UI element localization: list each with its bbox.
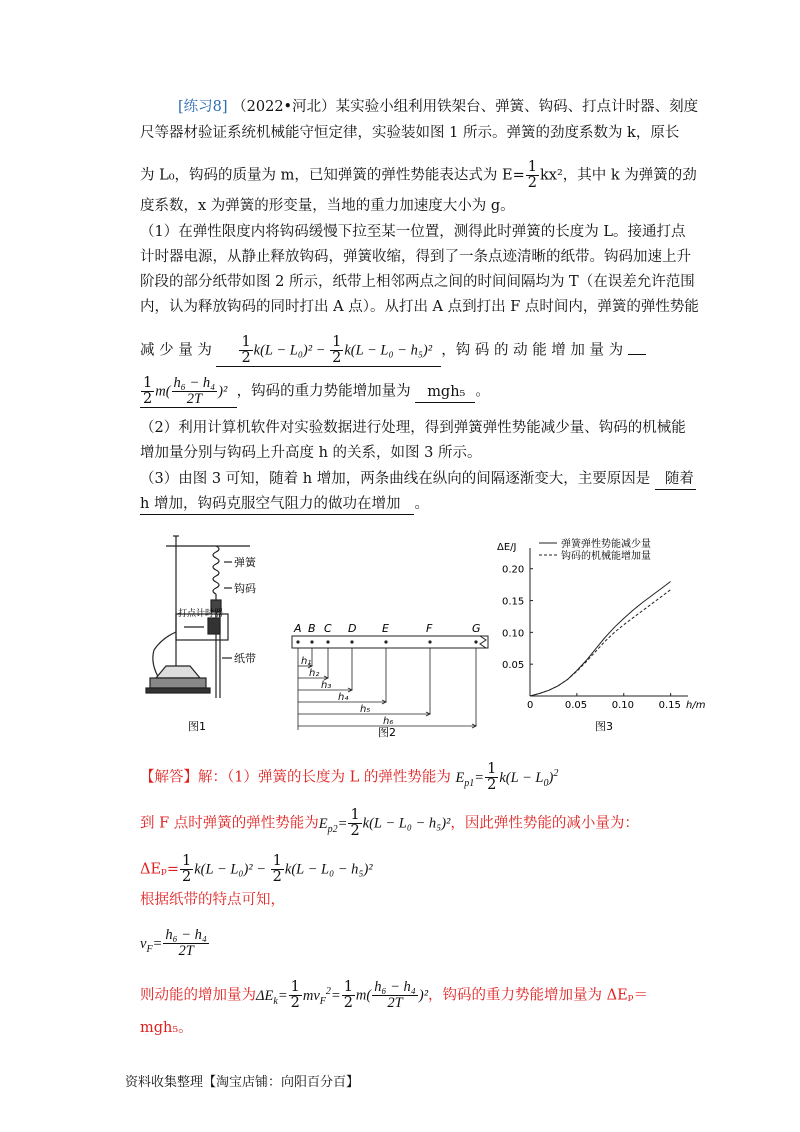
problem-intro-3a: 为 L₀，钩码的质量为 m，已知弹簧的弹性势能表达式为 E=: [140, 167, 525, 184]
q1-line-5a: 减 少 量 为: [140, 342, 212, 359]
problem-intro-3b: kx²，其中 k 为弹簧的劲: [540, 167, 697, 184]
figure-1-apparatus: [140, 528, 290, 738]
problem-intro-4: 度系数，x 为弹簧的形变量，当地的重力加速度大小为 g。: [140, 198, 515, 214]
problem-label: [练习8]: [178, 99, 228, 115]
q1-line-6b: ，钩码的重力势能增加量为: [236, 383, 411, 400]
tape-points: [293, 622, 481, 644]
solution-line-4: 根据纸带的特点可知，: [140, 892, 285, 908]
tape-dot-C: [326, 640, 329, 643]
series-line-1: [530, 582, 671, 697]
label-spring: 弹簧: [234, 556, 256, 569]
answer-blank-elastic: $\frac{1}{2}$ k(L − L₀)² − $\frac{1}{2}$ k(L − L₀ − h₅)²: [216, 335, 441, 367]
x-tick-label: 0.10: [611, 700, 635, 711]
q1-line-6: $\frac{1}{2}$ m( $\frac{\text{h₆ − h₄}}{2T}$ )² ，钩码的重力势能增加量为 mgh₅ 。: [140, 376, 490, 408]
legend-label-2: 钩码的机械能增加量: [561, 551, 651, 562]
tape-point-D: D: [348, 622, 357, 635]
spring-coil: [213, 546, 219, 594]
answer-blank-gravity: mgh₅: [415, 382, 475, 403]
figure-3-caption: 图3: [595, 720, 613, 733]
problem-intro-2: 尺等器材验证系统机械能守恒定律，实验装如图 1 所示。弹簧的劲度系数为 k，原长: [140, 125, 680, 141]
figure-1-caption: 图1: [188, 720, 206, 733]
q1-line-5: [140, 335, 646, 367]
q2-line-1: （2）利用计算机软件对实验数据进行处理，得到弹簧弹性势能减少量、钩码的机械能: [140, 420, 686, 436]
problem-intro-3: [140, 160, 697, 191]
y-tick-label: 0.05: [502, 660, 525, 672]
q1-line-2: 计时器电源，从静止释放钩码，弹簧收缩，得到了一条点迹清晰的纸带。钩码加速上升: [140, 249, 691, 265]
tape-dot-G: [474, 640, 477, 643]
solution-line-1: 【解答】解：（1）弹簧的长度为 L 的弹性势能为 $E_{p1}=$ $\frac{1}{2}$ $k(L - L_0)^2$: [140, 761, 559, 793]
tape-point-B: B: [308, 622, 316, 635]
fraction-half: $\frac{1}{2}$: [527, 159, 537, 191]
solution-line-2: 到 F 点时弹簧的弹性势能为$E_{p2}=$ $\frac{1}{2}$ k(L − L₀ − h₅)²，因此弹性势能的减小量为：: [140, 807, 639, 839]
footer-text: 资料收集整理【淘宝店铺：向阳百分百】: [125, 1075, 360, 1090]
figure-2-tape: [288, 620, 498, 740]
solution-line-3: ΔEₚ= $\frac{1}{2}$ k(L − L₀)² − $\frac{1}{2}$ k(L − L₀ − h₅)²: [140, 853, 373, 885]
tape-point-F: F: [426, 622, 433, 635]
tape-point-G: G: [472, 622, 481, 635]
legend-label-1: 弹簧弹性势能减少量: [561, 539, 651, 550]
tape-dot-F: [428, 640, 431, 643]
label-tape: 纸带: [234, 652, 256, 665]
solution-line-7: mgh₅。: [140, 1020, 193, 1036]
figure-2-caption: 图2: [378, 726, 396, 739]
label-timer: 打点计时器: [178, 609, 224, 619]
height-label-2: h₂: [309, 668, 320, 679]
solution-line-6: 则动能的增加量为$\Delta E_k=$ $\frac{1}{2}$ $mv_F^2=$ $\frac{1}{2}$ m( $\frac{\text{h₆ − h₄}}{2T}$ )²，钩码的重力势能增加量为 ΔEₚ＝: [140, 979, 649, 1011]
problem-header: [178, 97, 698, 117]
q3-line-1: （3）由图 3 可知，随着 h 增加，两条曲线在纵向的间隔逐渐变大，主要原因是 随着: [140, 469, 696, 490]
tape-height-arrows: [298, 648, 476, 730]
x-tick-label: 0: [527, 700, 534, 711]
y-axis-label: ΔE/J: [497, 542, 517, 553]
height-label-5: h₅: [360, 704, 371, 715]
label-hook: 钩码: [234, 582, 256, 595]
tape-dot-A: [296, 640, 299, 643]
q1-line-1: （1）在弹性限度内将钩码缓慢下拉至某一位置，测得此时弹簧的长度为 L。接通打点: [140, 224, 686, 240]
height-label-1: h₁: [301, 656, 312, 667]
tape-point-C: C: [324, 622, 332, 635]
tape-strip: [292, 636, 488, 648]
solution-line-5: $v_F=$ $\frac{\text{h₆ − h₄}}{2T}$: [140, 927, 207, 959]
tape-dot-B: [310, 640, 313, 643]
x-tick-label: 0.05: [564, 700, 588, 711]
x-axis-label: h/m: [686, 700, 706, 711]
answer-blank-reason-1: 随着: [655, 469, 696, 490]
tape-dot-D: [350, 640, 353, 643]
answer-blank-kinetic: $\frac{1}{2}$ m( $\frac{\text{h₆ − h₄}}{2T}$ )²: [140, 376, 237, 408]
x-tick-label: 0.15: [658, 700, 681, 711]
tape-dot-E: [384, 640, 387, 643]
q1-line-3: 阶段的部分纸带如图 2 所示，纸带上相邻两点之间的时间间隔均为 T（在误差允许范围: [140, 274, 695, 290]
height-label-6: h₆: [383, 716, 394, 727]
figure-3-chart: [495, 530, 706, 740]
solution-tag: 【解答】: [140, 769, 198, 786]
q1-line-4: 内，认为释放钩码的同时打出 A 点）。从打出 A 点到打出 F 点时间内，弹簧的弹性势能: [140, 299, 699, 315]
height-label-4: h₄: [338, 692, 349, 703]
q1-line-5b: ，钩 码 的 动 能 增 加 量 为: [441, 342, 624, 359]
y-tick-label: 0.15: [502, 596, 525, 608]
tape-point-A: A: [294, 622, 302, 635]
problem-intro-1: 某实验小组利用铁架台、弹簧、钩码、打点计时器、刻度: [335, 99, 699, 115]
tape-point-E: E: [382, 622, 389, 635]
problem-source: （2022•河北）: [232, 99, 336, 115]
y-tick-label: 0.20: [502, 564, 525, 576]
y-tick-label: 0.10: [502, 628, 525, 640]
q2-line-2: 增加量分别与钩码上升高度 h 的关系，如图 3 所示。: [140, 445, 482, 461]
height-label-3: h₃: [321, 680, 332, 691]
answer-blank-reason-2: h 增加，钩码克服空气阻力的做功在增加: [140, 494, 414, 515]
q3-line-2: h 增加，钩码克服空气阻力的做功在增加 。: [140, 494, 429, 515]
